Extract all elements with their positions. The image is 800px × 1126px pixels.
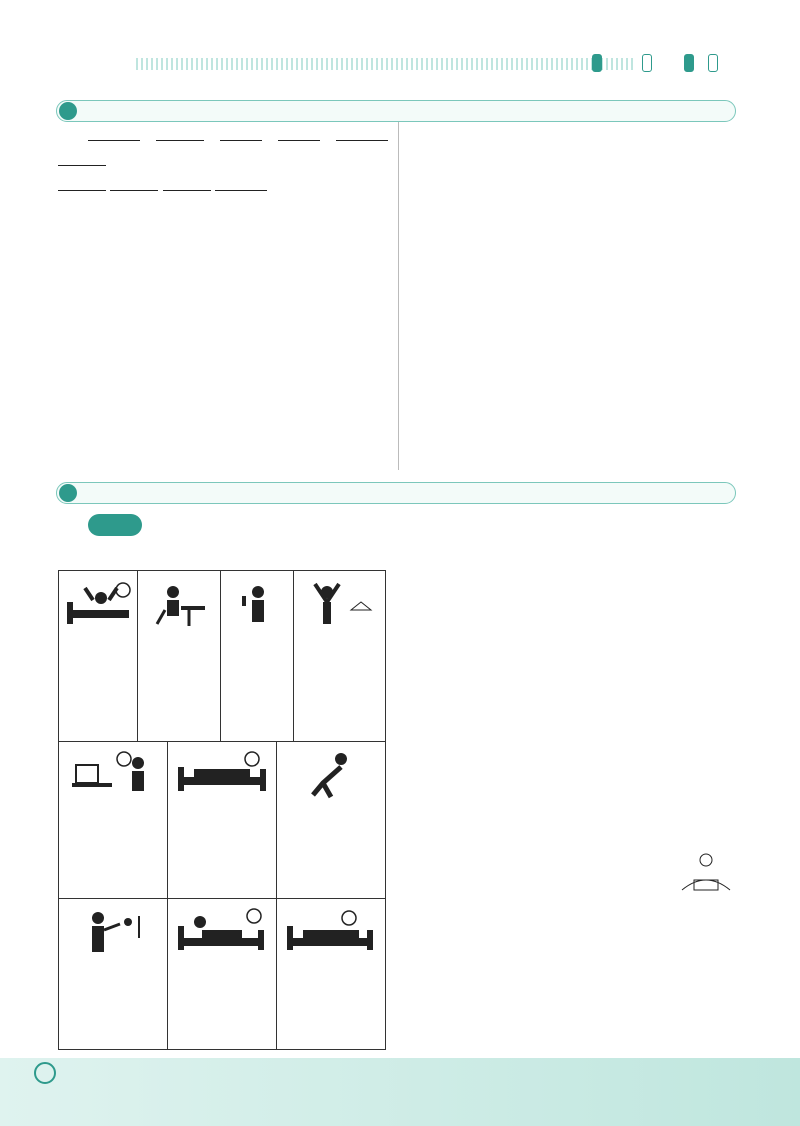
sunny-person-icon [294,575,385,635]
go-to-bed-icon [277,903,385,963]
drink-water-icon [221,575,293,635]
blank [156,140,204,141]
passage-last-line [408,125,738,150]
column-divider [398,122,399,470]
section-number [59,102,77,120]
cloze-options [408,125,738,150]
book-header [60,24,74,39]
table-cell [167,741,277,899]
nap-icon [168,746,276,806]
time-value [642,54,652,72]
table-cell [58,741,168,899]
blank [110,190,158,191]
blank [336,140,388,141]
blank [163,190,211,191]
bulb-icon [34,1062,56,1084]
blank [88,140,140,141]
table-cell [276,741,386,899]
blank [278,140,320,141]
table-cell [58,898,168,1050]
read-book-icon [168,903,276,963]
blank [58,190,106,191]
answer-page [708,54,718,72]
section-reading-bar [56,482,736,504]
cloze-passage [58,125,388,201]
table-cell [220,570,294,742]
blank [215,190,267,191]
new-trend-badge [88,514,142,536]
table-cell [137,570,221,742]
time-label [592,54,602,72]
table-cell [167,898,277,1050]
page-footer [0,1058,800,1126]
decor-stripes [136,58,636,70]
activity-table [58,570,386,1050]
computer-icon [59,746,167,806]
section-number [59,484,77,502]
blank [220,140,262,141]
answer-label [684,54,694,72]
exercise-icon [277,746,385,806]
table-cell [58,570,138,742]
table-cell [276,898,386,1050]
bed-clock-icon [59,575,137,635]
table-cell [293,570,386,742]
brand-bar [56,48,796,78]
blank [58,165,106,166]
sleep-illustration [676,850,736,906]
breakfast-icon [138,575,220,635]
section-cloze-bar [56,100,736,122]
brush-teeth-icon [59,903,167,963]
